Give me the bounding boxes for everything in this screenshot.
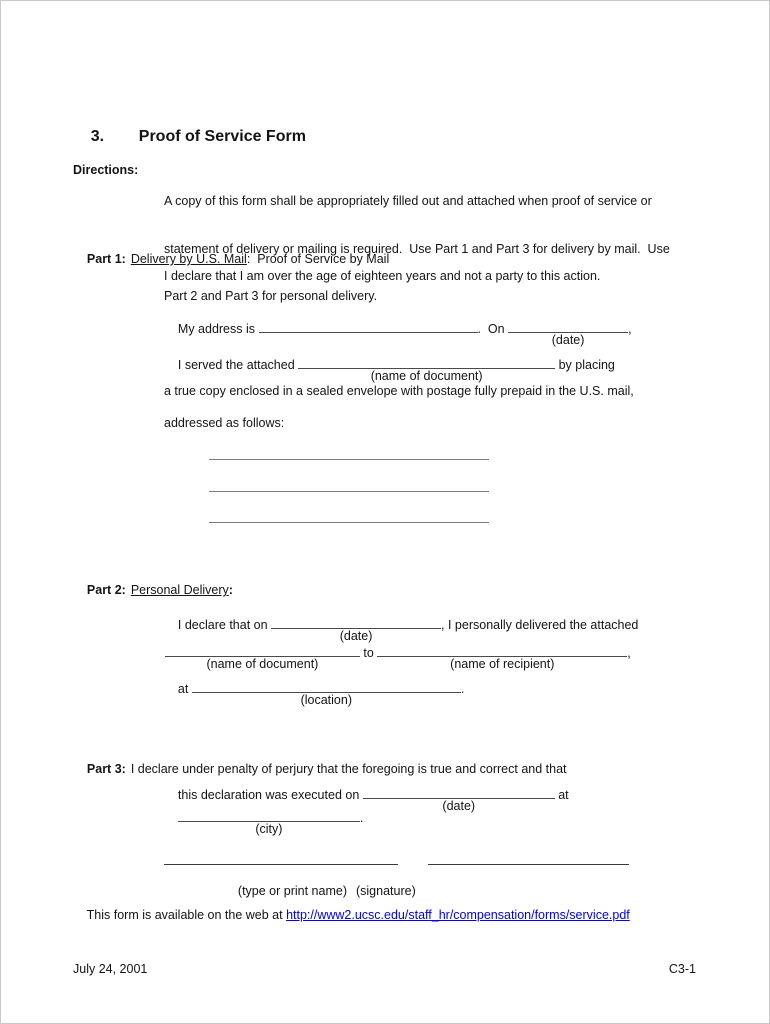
directions-label: Directions: — [73, 163, 139, 177]
directions-line: statement of delivery or mailing is required. Use Part 1 and Part 3 for delivery by mail. Use — [164, 241, 670, 256]
line-end-comma: , — [627, 646, 631, 660]
availability-text: This form is available on the web at — [86, 908, 287, 922]
document-name-field-blank — [165, 644, 360, 671]
recipient-name-field-blank — [377, 644, 627, 671]
location-caption: (location) — [300, 693, 353, 707]
executed-suffix: at — [554, 788, 569, 802]
document-name-caption: (name of document) — [370, 369, 483, 383]
part1-heading-underlined: Delivery by U.S. Mail — [130, 252, 247, 266]
at-prefix: at — [177, 682, 192, 696]
directions-line: Part 2 and Part 3 for personal delivery. — [164, 289, 378, 304]
part1-heading-rest: : Proof of Service by Mail — [246, 252, 390, 266]
address-mid: . On — [477, 322, 509, 336]
date-caption: (date) — [551, 333, 585, 347]
execution-date-field-blank — [363, 786, 555, 813]
part3-statement: I declare under penalty of perjury that the foregoing is true and correct and that — [130, 762, 567, 776]
city-caption: (city) — [255, 822, 283, 836]
to-connector: to — [359, 646, 378, 660]
declare-prefix: I declare that on — [177, 618, 272, 632]
executed-prefix: this declaration was executed on — [177, 788, 363, 802]
signature-caption: (signature) — [355, 884, 416, 898]
address-prefix: My address is — [177, 322, 259, 336]
part2-heading-underlined: Personal Delivery — [130, 583, 229, 597]
part1-truecopy-line: a true copy enclosed in a sealed envelope with postage fully prepaid in the U.S. mail, — [164, 384, 634, 398]
part2-location-line — [164, 664, 464, 713]
address-line-2-blank — [209, 491, 489, 492]
part1-declaration: I declare that I am over the age of eighteen years and not a party to this action. — [164, 269, 601, 283]
location-field-blank — [192, 680, 461, 707]
section-title: Proof of Service Form — [138, 128, 306, 145]
footer-page-number: C3-1 — [668, 962, 696, 976]
mail-date-field-blank — [508, 320, 628, 347]
address-line-1-blank — [209, 459, 489, 460]
print-name-signature-line — [164, 864, 398, 865]
part3-label: Part 3: — [86, 762, 126, 776]
section-number: 3. — [90, 128, 105, 145]
directions-line: A copy of this form shall be appropriately filled out and attached when proof of service or — [164, 194, 652, 208]
address-end: , — [628, 322, 632, 336]
document-name-field-blank — [298, 356, 555, 383]
date-caption: (date) — [339, 629, 373, 643]
print-name-caption: (type or print name) — [237, 884, 347, 898]
document-name-caption: (name of document) — [206, 657, 319, 671]
second-signature-line — [428, 864, 629, 865]
date-caption: (date) — [442, 799, 476, 813]
recipient-name-caption: (name of recipient) — [450, 657, 555, 671]
part1-served-line — [164, 340, 615, 389]
part1-addressed-line: addressed as follows: — [164, 416, 285, 430]
address-line-3-blank — [209, 522, 489, 523]
form-pdf-link[interactable]: http://www2.ucsc.edu/staff_hr/compensation/forms/service.pdf — [286, 908, 630, 922]
part3-city-line — [164, 793, 363, 842]
address-field-blank — [259, 320, 478, 333]
part1-label: Part 1: — [86, 252, 126, 266]
declare-suffix: , I personally delivered the attached — [441, 618, 639, 632]
served-prefix: I served the attached — [177, 358, 299, 372]
part2-label: Part 2: — [86, 583, 126, 597]
served-suffix: by placing — [555, 358, 615, 372]
part2-heading-colon: : — [228, 583, 233, 597]
availability-line — [73, 891, 630, 939]
at-end-period: . — [460, 682, 465, 696]
city-end-period: . — [359, 811, 364, 825]
footer-date: July 24, 2001 — [73, 962, 148, 976]
city-field-blank — [178, 809, 360, 836]
page-title — [73, 107, 306, 167]
